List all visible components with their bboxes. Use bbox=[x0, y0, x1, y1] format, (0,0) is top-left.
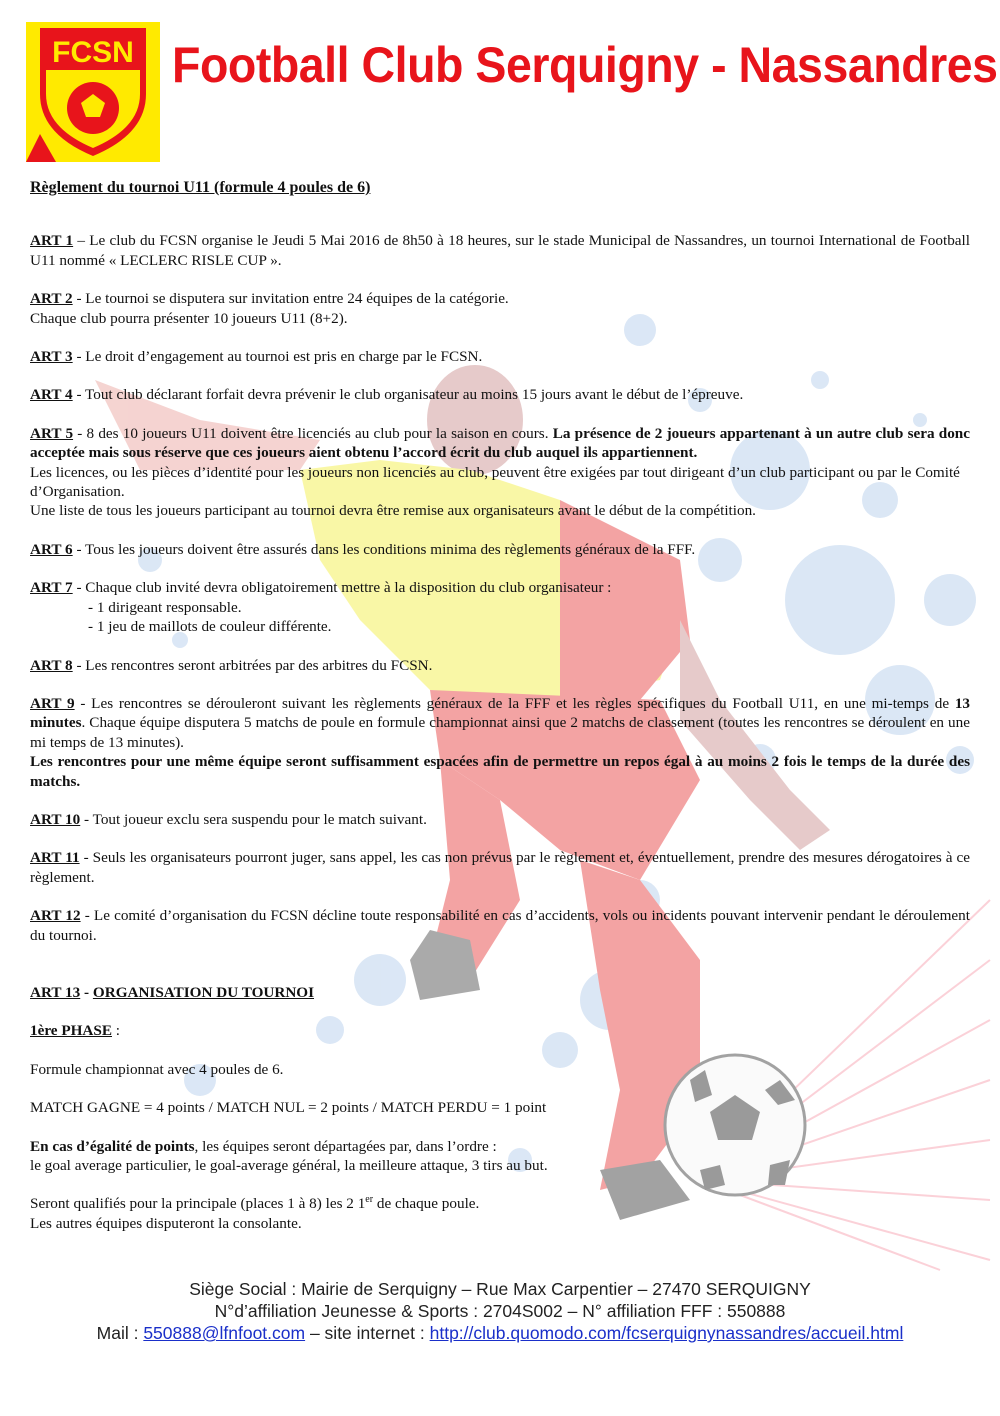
article-12 bbox=[30, 906, 970, 945]
article-bold-text: 13 minutes bbox=[30, 694, 970, 732]
article-7-item: - 1 dirigeant responsable. bbox=[88, 598, 242, 616]
article-4 bbox=[30, 385, 970, 404]
footer-contact bbox=[0, 1322, 1000, 1344]
article-3 bbox=[30, 347, 970, 366]
article-text: - Le comité d’organisation du FCSN décline toute responsabilité en cas d’accidents, vols ou incidents pouvant intervenir pendant le déroulement du tournoi. bbox=[30, 907, 970, 944]
phase-1-qualification bbox=[30, 1194, 970, 1213]
article-10 bbox=[30, 810, 970, 829]
phase-colon: : bbox=[111, 1022, 121, 1040]
article-7-item: - 1 jeu de maillots de couleur différente. bbox=[88, 618, 332, 636]
phase-1-points: MATCH GAGNE = 4 points / MATCH NUL = 2 points / MATCH PERDU = 1 point bbox=[30, 1099, 547, 1117]
site-label: – site internet : bbox=[305, 1323, 430, 1343]
article-text: – Le club du FCSN organise le Jeudi 5 Mai 2016 de 8h50 à 18 heures, sur le stade Municipal de Nassandres, un tournoi International de Football U11 nommé « LECLERC RISLE CUP ». bbox=[30, 232, 970, 269]
article-text: - Le droit d’engagement au tournoi est pris en charge par le FCSN. bbox=[72, 348, 483, 366]
article-7 bbox=[30, 578, 970, 597]
footer-affiliation: N°d’affiliation Jeunesse & Sports : 2704S002 – N° affiliation FFF : 550888 bbox=[214, 1301, 786, 1321]
article-6 bbox=[30, 540, 970, 559]
article-8 bbox=[30, 656, 970, 675]
qualification-text: Seront qualifiés pour la principale (places 1 à 8) les 2 1 bbox=[30, 1195, 366, 1213]
article-5 bbox=[30, 424, 970, 463]
article-label: ART 1 bbox=[30, 232, 74, 250]
article-label: ART 3 bbox=[30, 348, 73, 366]
article-label: ART 11 bbox=[30, 849, 80, 867]
article-text: - Tout club déclarant forfait devra prévenir le club organisateur au moins 15 jours avant le début de l’épreuve. bbox=[72, 386, 744, 404]
article-9-bold-paragraph: Les rencontres pour une même équipe seront suffisamment espacées afin de permettre un repos égal à au moins 2 fois le temps de la durée des matchs. bbox=[30, 753, 970, 790]
article-bold-text: La présence de 2 joueurs appartenant à un autre club sera donc acceptée mais sous réserve que ces joueurs aient obtenu l’accord écrit du club auquel ils appartiennent. bbox=[30, 424, 970, 462]
article-5-line-2: Les licences, ou les pièces d’identité pour les joueurs non licenciés au club, peuvent être exigées par tout dirigeant d’un club participant ou par le Comité d’Organisation. bbox=[30, 463, 960, 501]
article-2 bbox=[30, 289, 970, 308]
article-label: ART 9 bbox=[30, 694, 75, 712]
article-heading: ORGANISATION DU TOURNOI bbox=[92, 983, 315, 1001]
article-text: - Tout joueur exclu sera suspendu pour le match suivant. bbox=[80, 810, 427, 828]
article-label: ART 7 bbox=[30, 579, 73, 597]
article-text: - Seuls les organisateurs pourront juger, sans appel, les cas non prévus par le règlement et, éventuellement, prendre des mesures dérogatoires à ce règlement. bbox=[30, 849, 970, 886]
article-text: - Le tournoi se disputera sur invitation entre 24 équipes de la catégorie. bbox=[72, 290, 509, 308]
tiebreak-bold: En cas d’égalité de points bbox=[30, 1137, 195, 1155]
mail-label: Mail : bbox=[96, 1323, 144, 1343]
phase-1-formula: Formule championnat avec 4 poules de 6. bbox=[30, 1060, 284, 1078]
article-text: - Les rencontres se dérouleront suivant les règlements généraux de la FFF et les règles spécifiques du Football U11, en une mi-temps de bbox=[74, 694, 955, 712]
article-label: ART 4 bbox=[30, 386, 73, 404]
article-9 bbox=[30, 694, 970, 752]
tournament-rules bbox=[30, 178, 970, 1233]
tiebreak-text: , les équipes seront départagées par, dans l’ordre : bbox=[194, 1137, 497, 1155]
article-1 bbox=[30, 231, 970, 270]
article-label: ART 5 bbox=[30, 424, 74, 442]
logo-text: FCSN bbox=[52, 36, 134, 69]
article-label: ART 2 bbox=[30, 290, 73, 308]
phase-1-tiebreak bbox=[30, 1137, 970, 1156]
phase-label: 1ère PHASE bbox=[30, 1022, 112, 1040]
document-title: Règlement du tournoi U11 (formule 4 poules de 6) bbox=[30, 179, 371, 196]
article-text: . Chaque équipe disputera 5 matchs de poule en formule championnat ainsi que 2 matchs de classement (toutes les rencontres se déroulent en une mi temps de 13 minutes). bbox=[30, 714, 970, 751]
phase-1-heading bbox=[30, 1021, 970, 1040]
footer bbox=[0, 1278, 1000, 1344]
article-label: ART 12 bbox=[30, 907, 81, 925]
fcsn-logo bbox=[26, 22, 160, 162]
article-text: - Chaque club invité devra obligatoirement mettre à la disposition du club organisateur : bbox=[72, 579, 612, 597]
phase-1-tiebreak-criteria: le goal average particulier, le goal-average général, la meilleure attaque, 3 tirs au but. bbox=[30, 1157, 548, 1174]
mail-link[interactable]: 550888@lfnfoot.com bbox=[143, 1323, 306, 1343]
article-2-line-2: Chaque club pourra présenter 10 joueurs U11 (8+2). bbox=[30, 309, 348, 327]
article-5-line-3: Une liste de tous les joueurs participant au tournoi devra être remise aux organisateurs avant le début de la compétition. bbox=[30, 502, 756, 520]
article-text: - Les rencontres seront arbitrées par des arbitres du FCSN. bbox=[72, 656, 433, 674]
article-text: - Tous les joueurs doivent être assurés dans les conditions minima des règlements généraux de la FFF. bbox=[72, 540, 696, 558]
superscript: er bbox=[365, 1194, 374, 1206]
article-text: - 8 des 10 joueurs U11 doivent être licenciés au club pour la saison en cours. bbox=[73, 424, 553, 442]
article-label: ART 6 bbox=[30, 540, 73, 558]
qualification-text: de chaque poule. bbox=[373, 1195, 480, 1213]
article-label: ART 10 bbox=[30, 810, 81, 828]
website-link[interactable]: http://club.quomodo.com/fcserquignynassandres/accueil.html bbox=[429, 1323, 904, 1343]
article-label: ART 13 bbox=[30, 983, 81, 1001]
article-label: ART 8 bbox=[30, 656, 73, 674]
phase-1-consolante: Les autres équipes disputeront la consolante. bbox=[30, 1214, 302, 1232]
article-11 bbox=[30, 848, 970, 887]
club-title: Football Club Serquigny - Nassandres bbox=[172, 37, 998, 93]
article-separator: - bbox=[80, 983, 93, 1001]
article-13 bbox=[30, 983, 970, 1002]
footer-address: Siège Social : Mairie de Serquigny – Rue Max Carpentier – 27470 SERQUIGNY bbox=[189, 1279, 811, 1299]
